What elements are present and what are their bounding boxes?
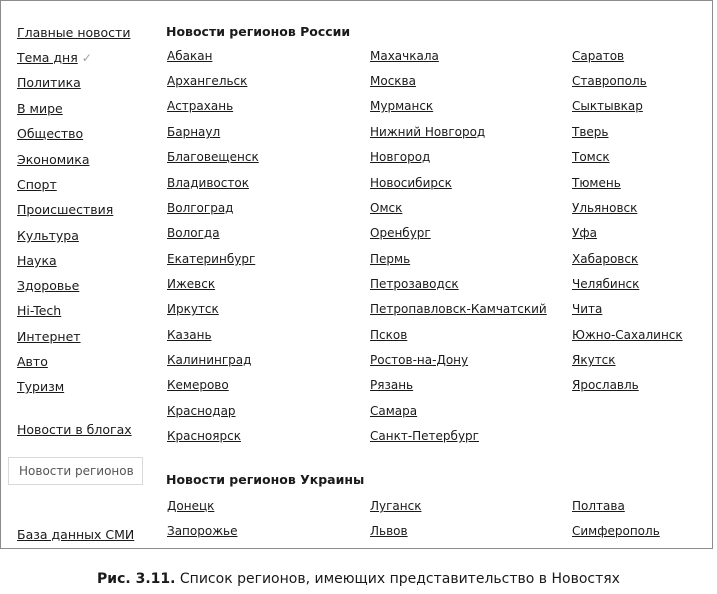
region-link[interactable]: Южно-Сахалинск <box>572 328 683 342</box>
region-link[interactable]: Казань <box>167 328 212 342</box>
region-link[interactable]: Оренбург <box>370 226 431 240</box>
russia-regions-heading: Новости регионов России <box>166 24 351 39</box>
region-link[interactable]: Ростов-на-Дону <box>370 353 469 367</box>
region-link[interactable]: Самара <box>370 404 418 418</box>
region-link[interactable]: Красноярск <box>167 429 241 443</box>
sidebar-item-topic-of-day[interactable]: Тема дня <box>17 50 78 65</box>
region-link[interactable]: Благовещенск <box>167 150 259 164</box>
region-link[interactable]: Нижний Новгород <box>370 125 486 139</box>
checkmark-icon: ✓ <box>81 51 92 65</box>
figure-caption-text: Список регионов, имеющих представительство в Новостях <box>175 571 620 587</box>
sidebar-item-incidents[interactable]: Происшествия <box>17 202 114 217</box>
region-link[interactable]: Томск <box>572 150 610 164</box>
sidebar-item-regions-selected[interactable]: Новости регионов <box>8 457 143 485</box>
sidebar-item-politics[interactable]: Политика <box>17 75 81 90</box>
sidebar-item-media-database[interactable]: База данных СМИ <box>17 527 135 542</box>
sidebar-item-blogs[interactable]: Новости в блогах <box>17 422 132 437</box>
region-link[interactable]: Донецк <box>167 499 215 513</box>
region-link[interactable]: Волгоград <box>167 201 234 215</box>
region-link[interactable]: Ульяновск <box>572 201 638 215</box>
region-link[interactable]: Хабаровск <box>572 252 639 266</box>
region-link[interactable]: Полтава <box>572 499 625 513</box>
figure-caption <box>0 571 717 587</box>
region-link[interactable]: Владивосток <box>167 176 249 190</box>
region-link[interactable]: Уфа <box>572 226 597 240</box>
sidebar-item-main-news[interactable]: Главные новости <box>17 25 131 40</box>
region-link[interactable]: Новосибирск <box>370 176 452 190</box>
region-link[interactable]: Львов <box>370 524 408 538</box>
figure-caption-label: Рис. 3.11. <box>97 571 176 587</box>
sidebar-item-topic-of-day-wrap <box>17 50 92 65</box>
region-link[interactable]: Ставрополь <box>572 74 647 88</box>
sidebar-item-sport[interactable]: Спорт <box>17 177 57 192</box>
region-link[interactable]: Новгород <box>370 150 431 164</box>
region-link[interactable]: Петропавловск-Камчатский <box>370 302 547 316</box>
region-link[interactable]: Екатеринбург <box>167 252 256 266</box>
region-link[interactable]: Чита <box>572 302 603 316</box>
region-link[interactable]: Ижевск <box>167 277 216 291</box>
region-link[interactable]: Сыктывкар <box>572 99 643 113</box>
region-link[interactable]: Москва <box>370 74 416 88</box>
sidebar-item-auto[interactable]: Авто <box>17 354 48 369</box>
region-link[interactable]: Мурманск <box>370 99 434 113</box>
sidebar-item-health[interactable]: Здоровье <box>17 278 80 293</box>
region-link[interactable]: Ярославль <box>572 378 639 392</box>
region-link[interactable]: Тюмень <box>572 176 621 190</box>
sidebar-item-society[interactable]: Общество <box>17 126 84 141</box>
sidebar-item-tourism[interactable]: Туризм <box>17 379 65 394</box>
region-link[interactable]: Запорожье <box>167 524 238 538</box>
region-link[interactable]: Астрахань <box>167 99 234 113</box>
sidebar-item-science[interactable]: Наука <box>17 253 57 268</box>
region-link[interactable]: Челябинск <box>572 277 640 291</box>
region-link[interactable]: Барнаул <box>167 125 221 139</box>
region-link[interactable]: Луганск <box>370 499 422 513</box>
sidebar-item-culture[interactable]: Культура <box>17 228 79 243</box>
region-link[interactable]: Омск <box>370 201 403 215</box>
region-link[interactable]: Иркутск <box>167 302 219 316</box>
region-link[interactable]: Санкт-Петербург <box>370 429 479 443</box>
sidebar-item-hitech[interactable]: Hi-Tech <box>17 303 62 318</box>
region-link[interactable]: Архангельск <box>167 74 248 88</box>
region-link[interactable]: Кемерово <box>167 378 229 392</box>
sidebar-item-economy[interactable]: Экономика <box>17 152 90 167</box>
region-link[interactable]: Петрозаводск <box>370 277 459 291</box>
region-link[interactable]: Краснодар <box>167 404 236 418</box>
region-link[interactable]: Рязань <box>370 378 414 392</box>
region-link[interactable]: Псков <box>370 328 408 342</box>
region-link[interactable]: Вологда <box>167 226 220 240</box>
region-link[interactable]: Тверь <box>572 125 609 139</box>
region-link[interactable]: Симферополь <box>572 524 660 538</box>
region-link[interactable]: Саратов <box>572 49 625 63</box>
region-link[interactable]: Абакан <box>167 49 213 63</box>
region-link[interactable]: Калининград <box>167 353 252 367</box>
region-link[interactable]: Махачкала <box>370 49 439 63</box>
sidebar-item-internet[interactable]: Интернет <box>17 329 81 344</box>
region-link[interactable]: Пермь <box>370 252 411 266</box>
sidebar-item-world[interactable]: В мире <box>17 101 63 116</box>
region-link[interactable]: Якутск <box>572 353 616 367</box>
ukraine-regions-heading: Новости регионов Украины <box>166 472 365 487</box>
